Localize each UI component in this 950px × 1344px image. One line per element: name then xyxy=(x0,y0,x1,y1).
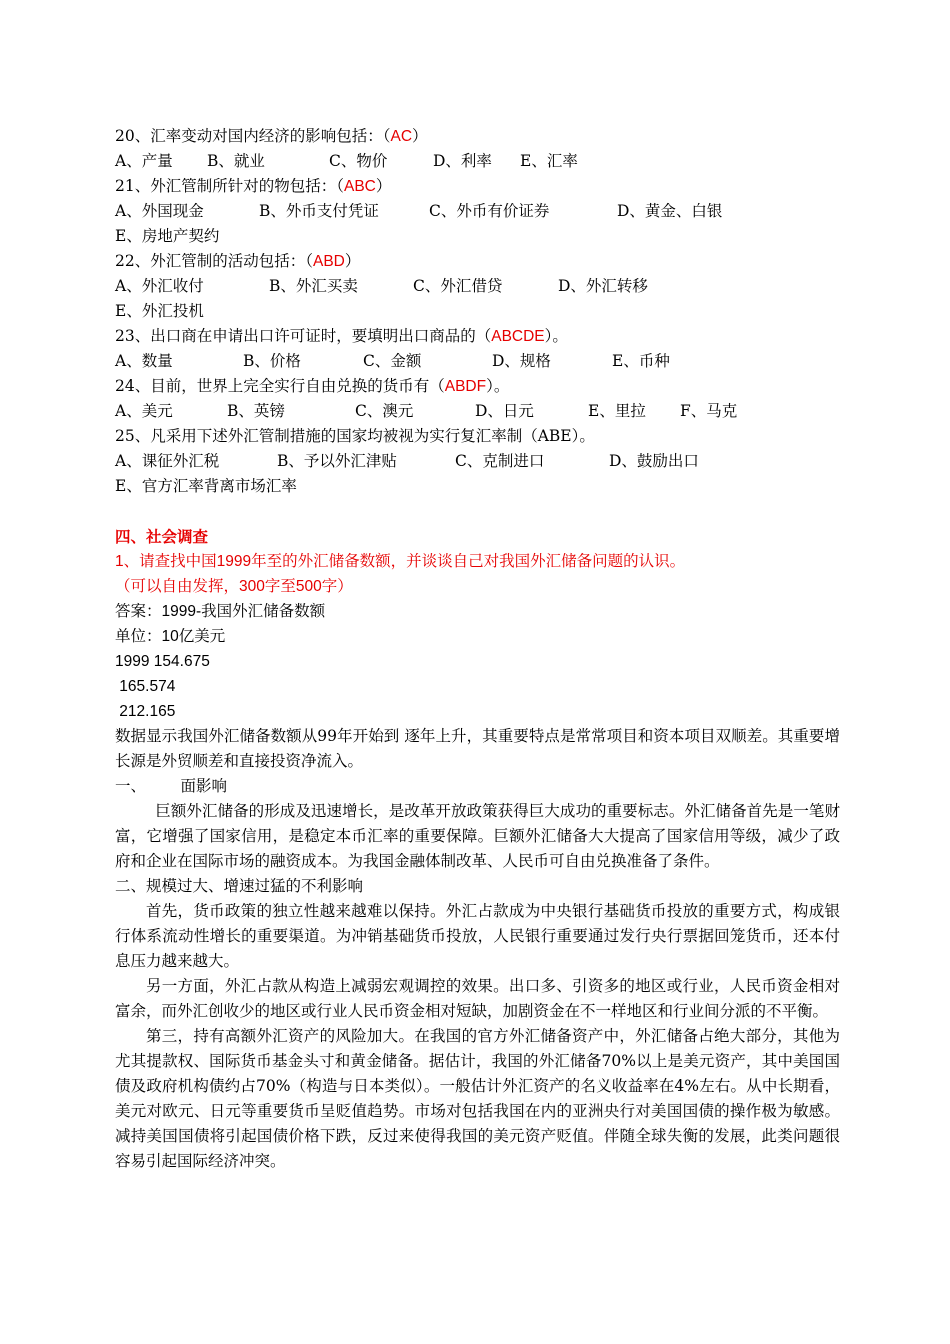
option: A、美元 xyxy=(115,402,173,420)
question-24: 24、目前，世界上完全实行自由兑换的货币有（ABDF）。 xyxy=(115,377,510,395)
option: A、数量 xyxy=(115,352,173,370)
option: B、就业 xyxy=(207,152,265,170)
section-heading: 四、社会调查 xyxy=(115,527,209,546)
answer-21: ABC xyxy=(343,178,376,195)
option: D、黄金、白银 xyxy=(617,202,723,220)
data-line: 212.165 xyxy=(115,703,176,720)
option: B、英镑 xyxy=(227,402,285,420)
paragraph: 巨额外汇储备的形成及迅速增长，是改革开放政策获得巨大成功的重要标志。外汇储备首先是一笔财富，它增强了国家信用，是稳定本币汇率的重要保障。巨额外汇储备大大提高了国家信用等级，减少了政府和企业在国际市场的融资成本。为我国金融体制改革、人民币可自由兑换准备了条件。 xyxy=(115,802,840,870)
question-20: 20、汇率变动对国内经济的影响包括：（AC） xyxy=(115,127,428,145)
data-line: 1999 154.675 xyxy=(115,653,210,670)
option: E、官方汇率背离市场汇率 xyxy=(115,477,297,495)
option: E、外汇投机 xyxy=(115,302,204,320)
option: E、币种 xyxy=(612,352,670,370)
options-25 xyxy=(115,449,840,474)
option: A、外汇收付 xyxy=(115,277,204,295)
survey-question: 1、请查找中国1999年至的外汇储备数额，并谈谈自己对我国外汇储备问题的认识。 xyxy=(115,553,686,570)
answer-22: ABD xyxy=(312,253,345,270)
option: C、外币有价证券 xyxy=(429,202,550,220)
paragraph: 数据显示我国外汇储备数额从99年开始到 逐年上升，其重要特点是常常项目和资本项目双顺差。其重要增长源是外贸顺差和直接投资净流入。 xyxy=(115,727,840,770)
options-21 xyxy=(115,199,840,224)
options-23 xyxy=(115,349,840,374)
option: E、汇率 xyxy=(520,152,578,170)
answer-label: 答案：1999-我国外汇储备数额 xyxy=(115,603,326,620)
option: B、外币支付凭证 xyxy=(259,202,379,220)
option: C、金额 xyxy=(363,352,422,370)
answer-20: AC xyxy=(390,128,413,145)
unit-label: 单位：10亿美元 xyxy=(115,628,226,645)
paragraph: 另一方面，外汇占款从构造上减弱宏观调控的效果。出口多、引资多的地区或行业，人民币资金相对富余，而外汇创收少的地区或行业人民币资金相对短缺，加剧资金在不一样地区和行业间分派的不平衡。 xyxy=(115,977,840,1020)
subheading: 二、规模过大、增速过猛的不利影响 xyxy=(115,877,364,895)
survey-question-note: （可以自由发挥，300字至500字） xyxy=(115,578,353,595)
question-22: 22、外汇管制的活动包括：（ABD） xyxy=(115,252,361,270)
options-24 xyxy=(115,399,840,424)
options-22 xyxy=(115,274,840,299)
option: F、马克 xyxy=(680,402,738,420)
paragraph: 首先，货币政策的独立性越来越难以保持。外汇占款成为中央银行基础货币投放的重要方式，构成银行体系流动性增长的重要渠道。为冲销基础货币投放，人民银行重要通过发行央行票据回笼货币，还本付息压力越来越大。 xyxy=(115,902,840,970)
option: A、外国现金 xyxy=(115,202,204,220)
subheading: 一、 面影响 xyxy=(115,777,227,795)
question-21: 21、外汇管制所针对的物包括：（ABC） xyxy=(115,177,392,195)
option: E、房地产契约 xyxy=(115,227,220,245)
option: D、日元 xyxy=(475,402,534,420)
option: B、外汇买卖 xyxy=(269,277,358,295)
answer-24: ABDF xyxy=(444,378,487,395)
option: B、价格 xyxy=(243,352,301,370)
option: E、里拉 xyxy=(588,402,646,420)
option: A、产量 xyxy=(115,152,173,170)
options-20 xyxy=(115,149,840,174)
paragraph: 第三，持有高额外汇资产的风险加大。在我国的官方外汇储备资产中，外汇储备占绝大部分，其他为尤其提款权、国际货币基金头寸和黄金储备。据估计，我国的外汇储备70%以上是美元资产，其中美国国债及政府机构债约占70%（构造与日本类似）。一般估计外汇资产的名义收益率在4%左右。从中长期看，美元对欧元、日元等重要货币呈贬值趋势。市场对包括我国在内的亚洲央行对美国国债的操作极为敏感。减持美国国债将引起国债价格下跌，反过来使得我国的美元资产贬值。伴随全球失衡的发展，此类问题很容易引起国际经济冲突。 xyxy=(115,1027,840,1170)
option: C、克制进口 xyxy=(455,452,545,470)
option: D、外汇转移 xyxy=(558,277,648,295)
option: B、予以外汇津贴 xyxy=(277,452,397,470)
question-23: 23、出口商在申请出口许可证时，要填明出口商品的（ABCDE）。 xyxy=(115,327,568,345)
option: D、规格 xyxy=(492,352,551,370)
question-25: 25、凡采用下述外汇管制措施的国家均被视为实行复汇率制（ABE）。 xyxy=(115,427,595,445)
option: D、鼓励出口 xyxy=(609,452,699,470)
option: C、外汇借贷 xyxy=(413,277,503,295)
option: A、课征外汇税 xyxy=(115,452,220,470)
option: C、澳元 xyxy=(355,402,414,420)
document-body xyxy=(115,124,840,1174)
option: C、物价 xyxy=(329,152,388,170)
option: D、利率 xyxy=(433,152,492,170)
answer-23: ABCDE xyxy=(491,328,545,345)
data-line: 165.574 xyxy=(115,678,176,695)
